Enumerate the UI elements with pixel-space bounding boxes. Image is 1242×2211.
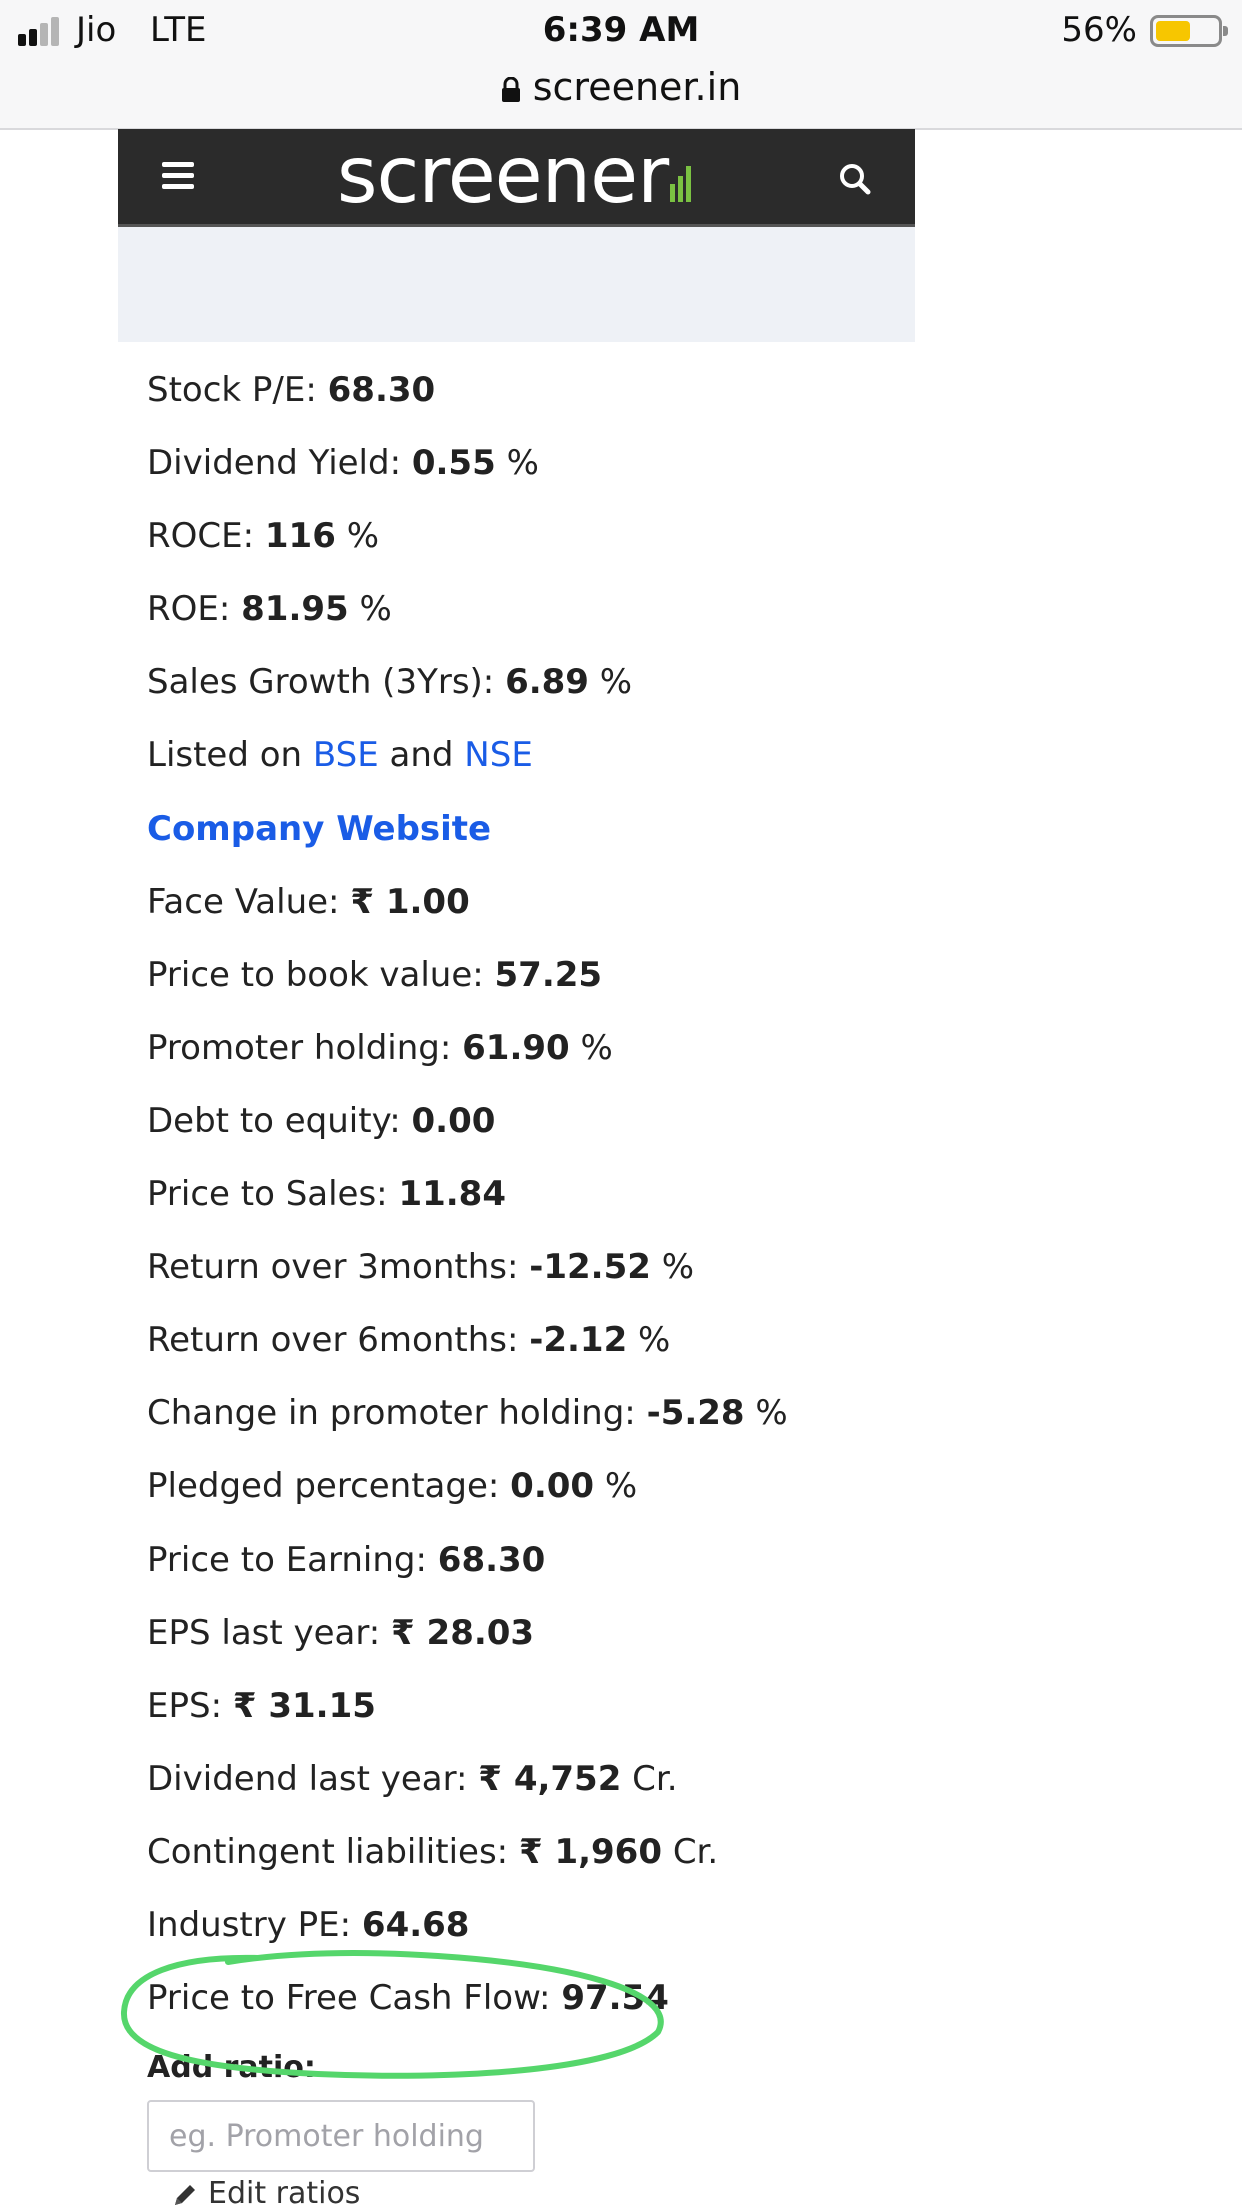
site-header: [118, 129, 915, 227]
ratio-sales-growth: Sales Growth (3Yrs): 6.89 %: [147, 662, 633, 703]
ratio-price-to-book: Price to book value: 57.25: [147, 954, 603, 995]
ratio-debt-to-equity: Debt to equity: 0.00: [147, 1100, 496, 1141]
ratio-face-value: Face Value: ₹ 1.00: [147, 881, 470, 922]
ratio-roe: ROE: 81.95 %: [147, 589, 392, 630]
ratio-price-to-sales: Price to Sales: 11.84: [147, 1174, 506, 1215]
lock-icon: [501, 77, 521, 103]
screener-logo[interactable]: [118, 131, 915, 221]
ratio-price-to-earning: Price to Earning: 68.30: [147, 1539, 546, 1580]
battery-percentage: 56%: [1061, 10, 1137, 50]
ratio-dividend-last-year: Dividend last year: ₹ 4,752 Cr.: [147, 1758, 678, 1799]
ios-top-bar: [0, 0, 1242, 130]
network-type: LTE: [150, 10, 207, 50]
ratio-promoter-holding: Promoter holding: 61.90 %: [147, 1027, 613, 1068]
ratios-list: [147, 356, 907, 2037]
ratio-listed-on: Listed on BSE and NSE: [147, 735, 533, 776]
ratio-contingent-liabilities: Contingent liabilities: ₹ 1,960 Cr.: [147, 1831, 719, 1872]
add-ratio-label: Add ratio:: [147, 2050, 316, 2085]
nse-link[interactable]: NSE: [464, 735, 533, 776]
logo-text: screener: [336, 131, 669, 221]
ratio-return-6months: Return over 6months: -2.12 %: [147, 1320, 671, 1361]
ratio-eps: EPS: ₹ 31.15: [147, 1685, 376, 1726]
ratio-return-3months: Return over 3months: -12.52 %: [147, 1247, 695, 1288]
ratio-price-to-free-cash-flow: Price to Free Cash Flow: 97.54: [147, 1978, 669, 2019]
battery-fill: [1156, 21, 1190, 41]
ratio-stock-pe: Stock P/E: 68.30: [147, 370, 436, 410]
ratio-dividend-yield: Dividend Yield: 0.55 %: [147, 443, 539, 484]
ratio-change-promoter-holding: Change in promoter holding: -5.28 %: [147, 1393, 788, 1434]
address-bar[interactable]: [0, 62, 1242, 112]
edit-ratios-label: Edit ratios: [208, 2176, 361, 2211]
bse-link[interactable]: BSE: [312, 735, 379, 776]
ad-banner-area: [118, 227, 915, 342]
add-ratio-input[interactable]: [147, 2100, 535, 2172]
ratio-company-website: [147, 795, 907, 868]
ratio-eps-last-year: EPS last year: ₹ 28.03: [147, 1612, 535, 1653]
url-text: screener.in: [532, 65, 742, 109]
ratio-pledged-percentage: Pledged percentage: 0.00 %: [147, 1466, 638, 1507]
search-icon[interactable]: [835, 159, 875, 199]
logo-bars-icon: [670, 158, 696, 202]
edit-ratios-link[interactable]: [172, 2176, 360, 2211]
ratio-roce: ROCE: 116 %: [147, 516, 379, 557]
carrier-name: Jio: [76, 10, 117, 50]
pencil-icon: [172, 2182, 198, 2208]
status-bar: [0, 0, 1242, 62]
company-website-link[interactable]: Company Website: [147, 808, 492, 849]
clock: 6:39 AM: [542, 10, 700, 50]
battery-icon: [1150, 15, 1222, 47]
ratio-industry-pe: Industry PE: 64.68: [147, 1904, 470, 1945]
